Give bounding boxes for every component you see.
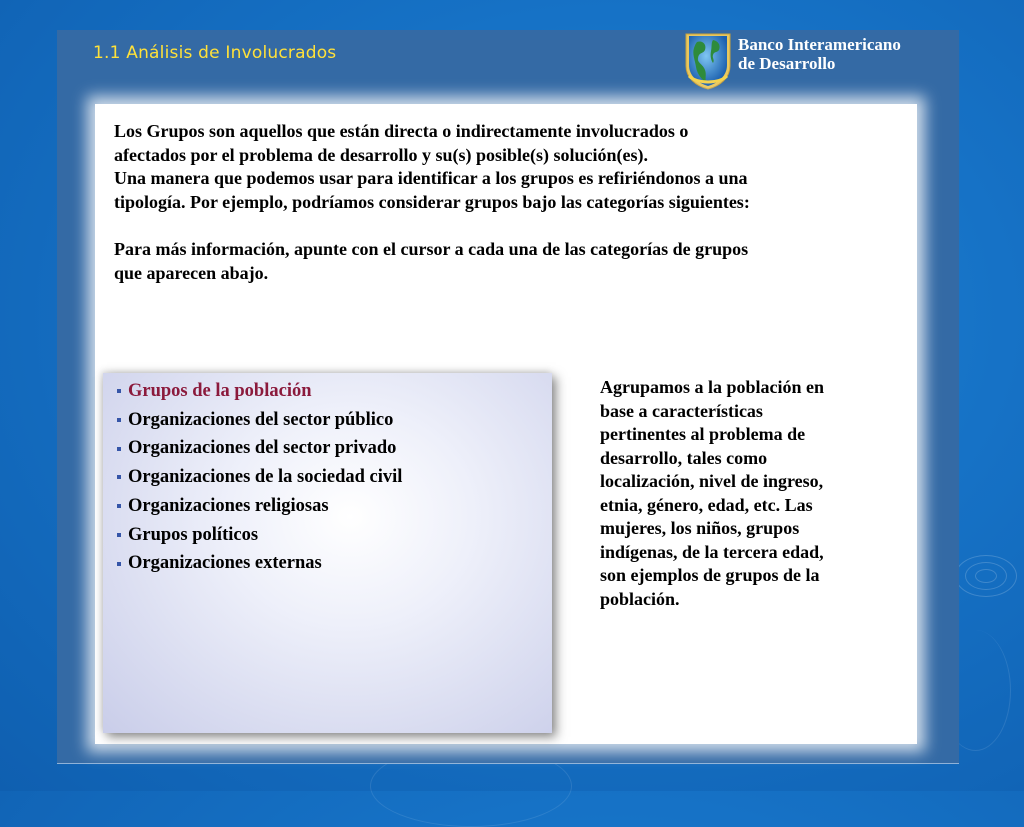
category-list-panel — [103, 373, 552, 733]
category-description — [600, 376, 900, 611]
organization-name — [738, 35, 901, 73]
description-line: mujeres, los niños, grupos — [600, 518, 800, 538]
description-line: base a características — [600, 400, 763, 421]
category-item-sector-publico[interactable] — [117, 406, 552, 435]
category-item-sociedad-civil[interactable] — [117, 463, 552, 492]
content-card — [95, 104, 917, 744]
category-item-religiosas[interactable] — [117, 492, 552, 521]
category-item-sector-privado[interactable] — [117, 434, 552, 463]
description-line: pertinentes al problema de — [600, 424, 806, 444]
bullet-icon — [117, 418, 121, 422]
category-label: Organizaciones religiosas — [128, 495, 329, 516]
description-line: población. — [600, 588, 680, 609]
category-list — [103, 373, 552, 578]
intro-line: Una manera que podemos usar para identificar a los grupos es refiriéndonos a una — [114, 168, 748, 188]
category-item-externas[interactable] — [117, 549, 552, 578]
description-line: localización, nivel de ingreso, — [600, 471, 824, 491]
organization-name-line: de Desarrollo — [738, 54, 836, 73]
description-line: Agrupamos a la población en — [600, 377, 825, 397]
intro-text — [114, 120, 904, 285]
category-item-politicos[interactable] — [117, 521, 552, 550]
description-line: indígenas, de la tercera edad, — [600, 541, 824, 562]
category-label: Organizaciones de la sociedad civil — [128, 467, 403, 488]
category-label: Organizaciones del sector público — [128, 409, 394, 430]
bullet-icon — [117, 562, 121, 566]
organization-name-line: Banco Interamericano — [738, 35, 901, 54]
bullet-icon — [117, 533, 121, 537]
bullet-icon — [117, 389, 121, 393]
bullet-icon — [117, 475, 121, 479]
intro-line: Los Grupos son aquellos que están directa o indirectamente involucrados o — [114, 121, 689, 141]
globe-shield-icon — [683, 32, 733, 90]
intro-line: tipología. Por ejemplo, podríamos considerar grupos bajo las categorías siguientes: — [114, 191, 750, 212]
description-line: desarrollo, tales como — [600, 447, 768, 468]
intro-line: afectados por el problema de desarrollo y su(s) posible(s) solución(es). — [114, 144, 648, 165]
instruction-line: que aparecen abajo. — [114, 262, 269, 283]
category-item-grupos-poblacion[interactable] — [117, 377, 552, 406]
bullet-icon — [117, 504, 121, 508]
category-label: Grupos políticos — [128, 524, 259, 545]
bullet-icon — [117, 447, 121, 451]
slide-title: 1.1 Análisis de Involucrados — [93, 43, 337, 63]
category-label: Organizaciones externas — [128, 553, 322, 574]
category-label: Organizaciones del sector privado — [128, 438, 397, 459]
instruction-line: Para más información, apunte con el cursor a cada una de las categorías de grupos — [114, 239, 749, 259]
background-ripple — [975, 569, 997, 583]
description-line: etnia, género, edad, etc. Las — [600, 494, 813, 515]
category-label: Grupos de la población — [128, 381, 312, 401]
description-line: son ejemplos de grupos de la — [600, 565, 820, 585]
slide — [57, 30, 959, 764]
